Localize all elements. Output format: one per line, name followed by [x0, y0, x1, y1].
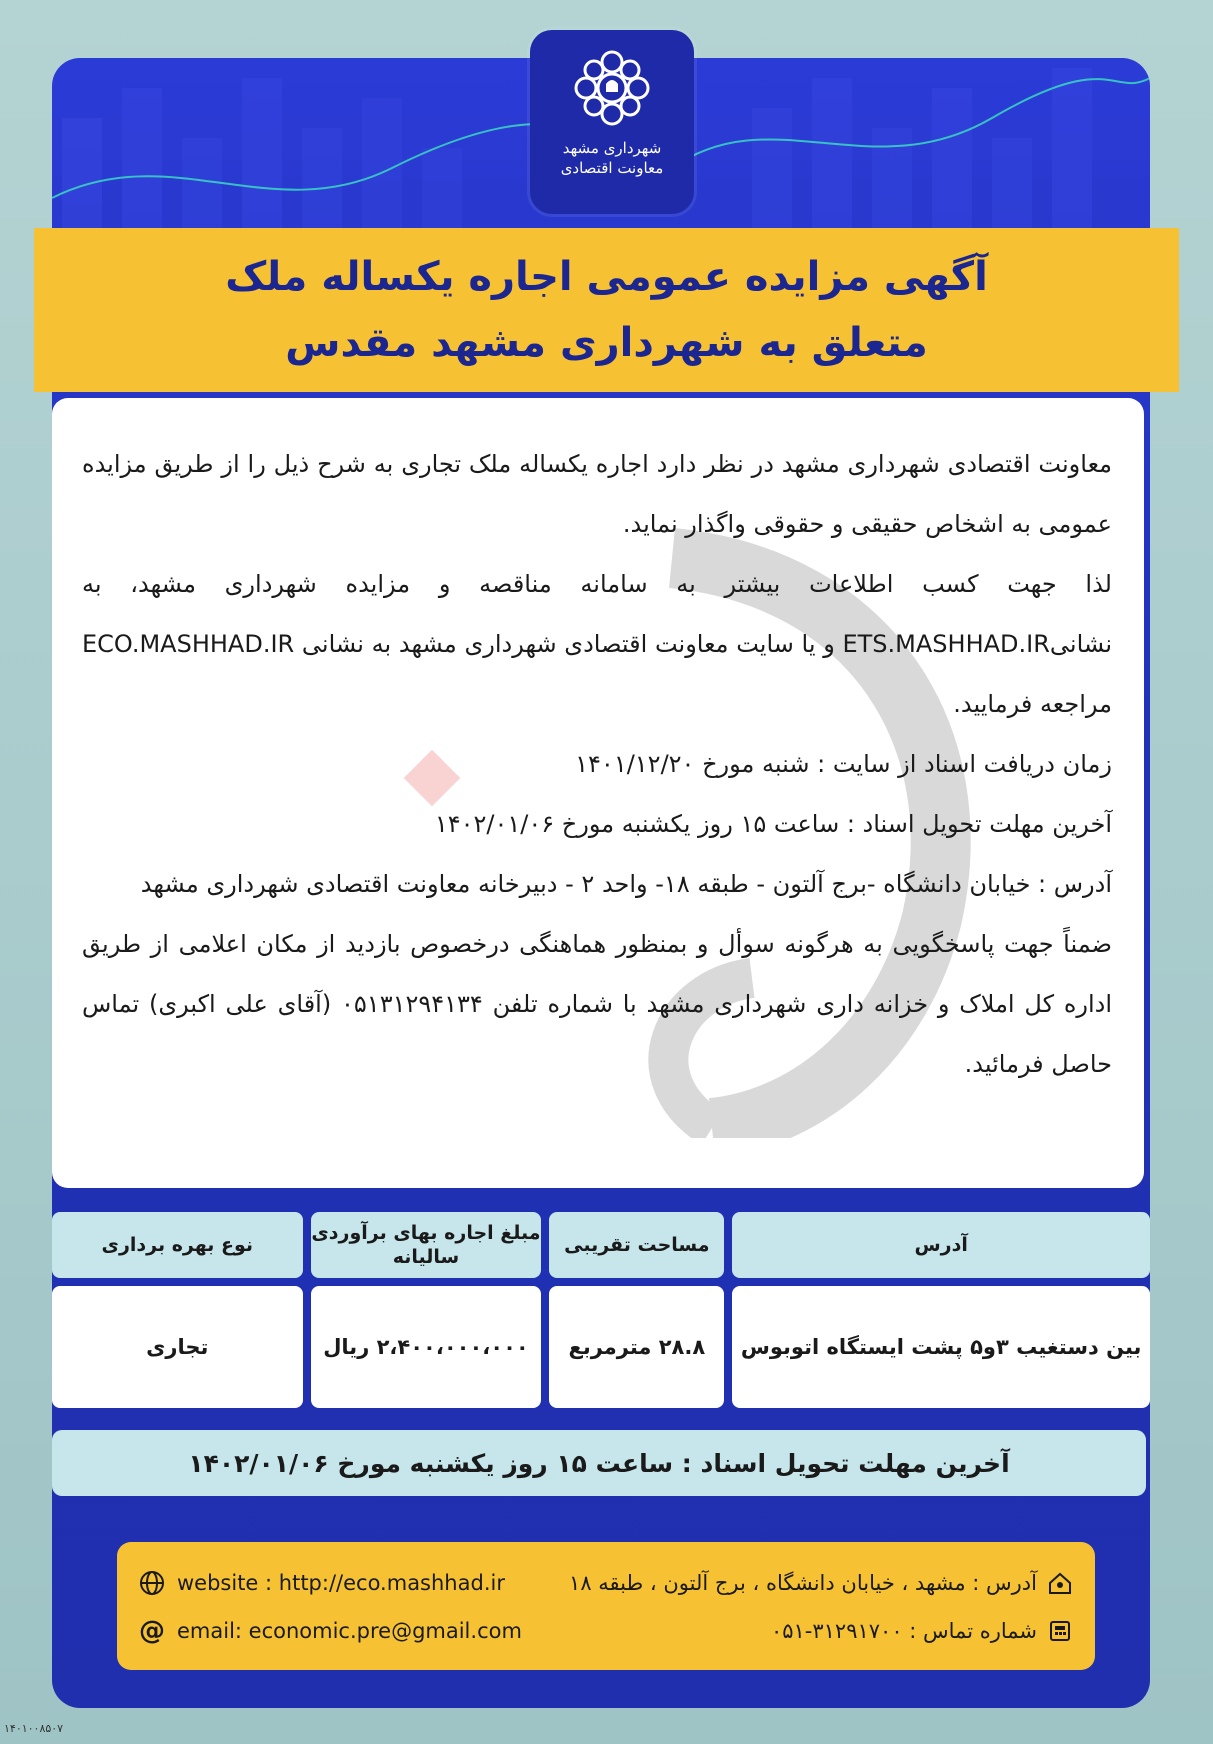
- at-sign-icon: @: [139, 1616, 165, 1646]
- header-rent: مبلغ اجاره بهای برآوردی سالیانه: [311, 1212, 542, 1278]
- paragraph-info: [82, 554, 1112, 734]
- paragraph-info-a: لذا جهت کسب اطلاعات بیشتر به سامانه مناقصه و مزایده شهرداری مشهد، به نشانی: [82, 570, 1112, 658]
- footer-address: [569, 1568, 1075, 1598]
- paragraph-contact: ضمناً جهت پاسخگویی به هرگونه سوأل و بمنظور هماهنگی درخصوص بازدید از مکان اعلامی از طریق اداره کل املاک و خزانه داری شهرداری مشهد با شماره تلفن ۰۵۱۳۱۲۹۴۱۳۴ (آقای علی اکبری) تماس حاصل فرمائید.: [82, 930, 1113, 1078]
- paragraph-address: آدرس : خیابان دانشگاه -برج آلتون - طبقه ۱۸- واحد ۲ - دبیرخانه معاونت اقتصادی شهرداری مشهد: [140, 870, 1112, 898]
- paragraph-info-c: مراجعه فرمایید.: [953, 690, 1112, 718]
- table-row: [52, 1286, 1150, 1408]
- publication-code: ۱۴۰۱۰۰۸۵۰۷: [4, 1722, 64, 1735]
- footer-email[interactable]: [137, 1616, 522, 1646]
- announcement-text: [82, 434, 1112, 1094]
- footer-phone-text: شماره تماس : ۳۱۲۹۱۷۰۰-۰۵۱: [770, 1619, 1037, 1643]
- cell-address: بین دستغیب ۳و۵ پشت ایستگاه اتوبوس: [732, 1286, 1150, 1408]
- logo-tab: [530, 30, 694, 214]
- header-address: آدرس: [732, 1212, 1150, 1278]
- globe-icon: [137, 1568, 167, 1598]
- footer-contact-box: [117, 1542, 1095, 1670]
- cell-area: ۲۸.۸ مترمربع: [549, 1286, 724, 1408]
- cell-usage: تجاری: [52, 1286, 303, 1408]
- municipality-logo-icon: [566, 42, 658, 134]
- deadline-banner: آخرین مهلت تحویل اسناد : ساعت ۱۵ روز یکشنبه مورخ ۱۴۰۲/۰۱/۰۶: [52, 1430, 1146, 1496]
- paragraph-intro: معاونت اقتصادی شهرداری مشهد در نظر دارد اجاره یکساله ملک تجاری به شرح ذیل را از طریق مزایده عمومی به اشخاص حقیقی و حقوقی واگذار نماید.: [82, 450, 1112, 538]
- ets-link[interactable]: ETS.MASHHAD.IR: [842, 630, 1050, 658]
- title-line-2: متعلق به شهرداری مشهد مقدس: [285, 320, 928, 366]
- header-usage: نوع بهره برداری: [52, 1212, 303, 1278]
- phone-icon: [1045, 1616, 1075, 1646]
- header-area: مساحت تقریبی: [549, 1212, 724, 1278]
- footer-phone[interactable]: [771, 1616, 1075, 1646]
- title-band: [34, 228, 1179, 392]
- logo-caption: [561, 138, 664, 178]
- footer-website-text: website : http://eco.mashhad.ir: [177, 1571, 505, 1595]
- cell-rent: ۲،۴۰۰،۰۰۰،۰۰۰ ریال: [311, 1286, 542, 1408]
- paragraph-document-date: زمان دریافت اسناد از سایت : شنبه مورخ ۱۴۰۱/۱۲/۲۰: [575, 750, 1112, 778]
- home-icon: [1045, 1568, 1075, 1598]
- table-header-row: [52, 1212, 1150, 1278]
- footer-website[interactable]: [137, 1568, 505, 1598]
- title-line-1: آگهی مزایده عمومی اجاره یکساله ملک: [225, 254, 988, 300]
- announcement-body: [52, 398, 1144, 1188]
- property-table: [52, 1212, 1150, 1408]
- footer-address-text: آدرس : مشهد ، خیابان دانشگاه ، برج آلتون ، طبقه ۱۸: [569, 1571, 1037, 1595]
- logo-caption-line1: شهرداری مشهد: [562, 139, 662, 157]
- paragraph-info-b: و یا سایت معاونت اقتصادی شهرداری مشهد به نشانی: [294, 630, 843, 658]
- footer-email-text: email: economic.pre@gmail.com: [177, 1619, 522, 1643]
- logo-caption-line2: معاونت اقتصادی: [560, 159, 664, 177]
- eco-link[interactable]: ECO.MASHHAD.IR: [82, 630, 295, 658]
- paragraph-deadline: آخرین مهلت تحویل اسناد : ساعت ۱۵ روز یکشنبه مورخ ۱۴۰۲/۰۱/۰۶: [434, 810, 1112, 838]
